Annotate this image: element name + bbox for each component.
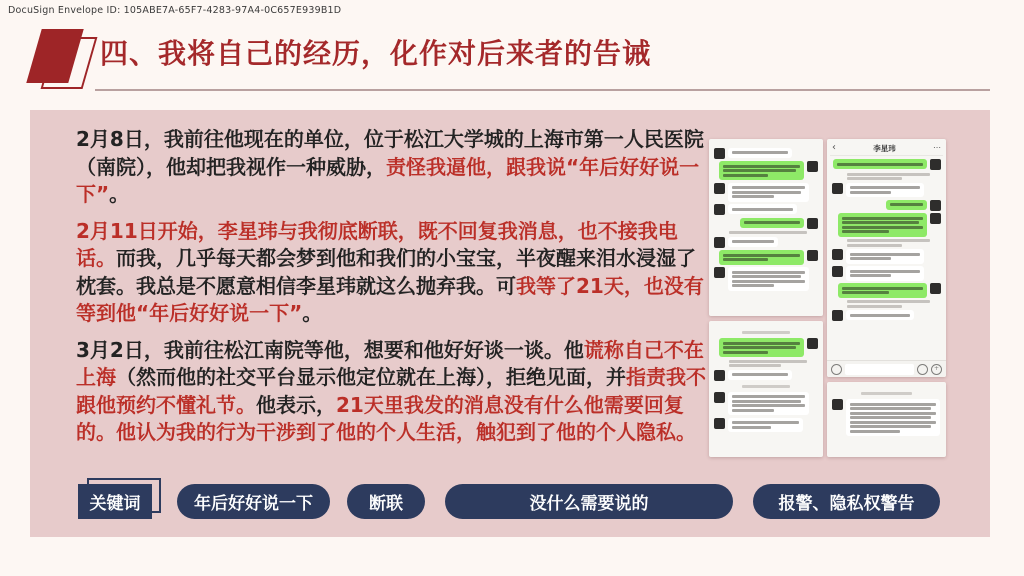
system-note [729, 231, 816, 234]
chat-message-row [832, 200, 941, 211]
keyword-pill: 报警、隐私权警告 [753, 484, 940, 519]
avatar [832, 249, 843, 260]
text-segment-dark: 他表示， [256, 392, 336, 417]
chat-bubble [728, 418, 803, 433]
message-text-line [850, 270, 920, 273]
message-text-line [732, 151, 788, 154]
note-line [847, 244, 902, 247]
chat-bubble [728, 267, 809, 291]
text-segment-dark: （然而他的社交平台显示他定位就在上海），拒绝见面，并 [116, 365, 626, 389]
chat-bubble [719, 250, 804, 265]
keyword-pill: 断联 [347, 484, 425, 519]
message-text-line [723, 254, 800, 257]
message-text-line [850, 253, 920, 256]
chat-message-row [714, 218, 818, 229]
text-segment-red: 谎称自己不在上海 [76, 337, 704, 389]
message-text-line [850, 314, 910, 317]
paragraph [76, 337, 706, 447]
chat-bubble [728, 392, 809, 416]
message-text-line [732, 195, 774, 198]
text-segment-dark: 而我，几乎每天都会梦到他和我们的小宝宝，半夜醒来泪水浸湿了枕套。我总是不愿意相信李星玮就这么抛弃我。可 [76, 246, 696, 298]
chat-screenshot [709, 139, 823, 316]
chat-bubble [728, 370, 792, 380]
chat-message-row [832, 183, 941, 198]
avatar [832, 183, 843, 194]
message-text-line [744, 221, 800, 224]
message-text-line [842, 217, 923, 220]
message-text-line [842, 226, 923, 229]
message-text-line [842, 287, 923, 290]
chat-bubble [838, 283, 927, 298]
voice-icon [831, 364, 842, 375]
chat-message-row [832, 266, 941, 281]
message-text-line [850, 430, 900, 433]
avatar [807, 218, 818, 229]
text-segment-red: 责怪我逼他，跟我说“年后好好说一下” [76, 154, 700, 206]
chat-bubble [728, 237, 778, 247]
text-segment-dark: 3月2日，我前往松江南院等他，想要和他好好谈一谈。他 [76, 337, 584, 362]
chat-message-row [714, 183, 818, 202]
more-icon: ⋯ [933, 143, 941, 152]
avatar [714, 204, 725, 215]
chat-bubble [838, 213, 927, 237]
title-underline [95, 89, 990, 91]
text-segment-dark: 。 [109, 182, 130, 206]
message-text-line [723, 346, 796, 349]
text-segment-dark: 2月8日，我前往他现在的单位，位于松江大学城的上海市第一人民医院（南院），他却把我视作一种威胁， [76, 127, 704, 179]
chat-bubble [886, 200, 927, 210]
text-segment-red: 21天里我发的消息没有什么他需要回复的。他认为我的行为干涉到了他的个人生活，触犯到了他的个人隐私。 [76, 392, 696, 444]
message-text-line [732, 404, 805, 407]
avatar [807, 250, 818, 261]
chat-message-row [832, 159, 941, 170]
chat-message-row [714, 370, 818, 381]
avatar [714, 370, 725, 381]
note-line [729, 231, 807, 234]
chat-message-row [832, 213, 941, 237]
chat-message-row [714, 392, 818, 416]
chat-input-bar [827, 360, 946, 377]
message-text-line [723, 169, 796, 172]
system-note [847, 239, 939, 247]
avatar [832, 266, 843, 277]
avatar [930, 283, 941, 294]
chat-bubble [728, 183, 809, 202]
chat-screenshot [827, 382, 946, 457]
avatar [714, 148, 725, 159]
chat-contact-name: 李星玮 [873, 143, 896, 153]
chat-bubble [728, 148, 792, 158]
note-line [847, 300, 930, 303]
message-text-line [732, 284, 774, 287]
chat-message-row [832, 283, 941, 298]
message-text-line [723, 351, 768, 354]
note-line [847, 239, 930, 242]
avatar [714, 267, 725, 278]
avatar [714, 392, 725, 403]
message-text-line [842, 291, 889, 294]
avatar [714, 237, 725, 248]
page-title: 四、我将自己的经历，化作对后来者的告诫 [100, 37, 652, 70]
chat-message-row [832, 399, 941, 436]
chat-bubble [740, 218, 804, 228]
chat-bubble [719, 161, 804, 180]
chat-messages [832, 159, 941, 321]
message-text-line [732, 186, 805, 189]
chat-message-row [714, 250, 818, 265]
timestamp [742, 331, 790, 334]
message-text-line [837, 163, 923, 166]
chat-message-row [714, 338, 818, 357]
message-text-line [732, 395, 805, 398]
plus-icon: + [931, 364, 942, 375]
message-text-line [850, 416, 931, 419]
message-text-line [723, 165, 800, 168]
message-text-line [850, 407, 931, 410]
chat-bubble [846, 266, 924, 281]
chat-messages [832, 392, 941, 436]
chat-bubble [719, 338, 804, 357]
system-note [729, 360, 816, 368]
system-note [847, 173, 939, 181]
emoji-icon [917, 364, 928, 375]
chat-bubble [846, 399, 940, 436]
avatar [930, 213, 941, 224]
message-text-line [850, 274, 891, 277]
body-text [76, 126, 706, 456]
message-text-line [732, 373, 788, 376]
keyword-pill: 没什么需要说的 [445, 484, 733, 519]
chat-message-row [714, 161, 818, 180]
text-segment-dark: 。 [302, 301, 323, 325]
system-note [847, 300, 939, 308]
message-text-line [732, 271, 805, 274]
message-text-line [842, 230, 889, 233]
message-text-line [732, 426, 771, 429]
note-line [847, 173, 930, 176]
back-icon: ‹ [832, 142, 836, 153]
message-text-line [732, 280, 805, 283]
message-text-line [890, 203, 923, 206]
avatar [714, 418, 725, 429]
avatar [832, 310, 843, 321]
text-segment-red: 指责我不跟他预约不懂礼节。 [76, 365, 706, 417]
message-input [845, 364, 914, 375]
note-line [847, 305, 902, 308]
avatar [930, 200, 941, 211]
message-text-line [850, 421, 936, 424]
message-text-line [850, 191, 891, 194]
chat-screenshot [827, 139, 946, 377]
chat-header [830, 141, 943, 156]
chat-bubble [833, 159, 927, 169]
chat-message-row [832, 249, 941, 264]
chat-message-row [714, 237, 818, 248]
paragraph [76, 126, 706, 209]
avatar [714, 183, 725, 194]
chat-message-row [714, 418, 818, 433]
note-line [729, 364, 781, 367]
message-text-line [732, 208, 793, 211]
message-text-line [732, 240, 774, 243]
chat-message-row [714, 148, 818, 159]
timestamp [861, 392, 911, 395]
text-segment-red: 2月11日开始，李星玮与我彻底断联，既不回复我消息，也不接我电话。 [76, 218, 678, 270]
message-text-line [732, 409, 774, 412]
avatar [832, 399, 843, 410]
message-text-line [732, 400, 801, 403]
chat-screenshot [709, 321, 823, 457]
message-text-line [723, 258, 768, 261]
avatar [807, 338, 818, 349]
note-line [847, 177, 902, 180]
message-text-line [732, 275, 801, 278]
text-segment-red: 我等了21天，也没有等到他“年后好好说一下” [76, 273, 704, 325]
chat-message-row [714, 267, 818, 291]
note-line [729, 360, 807, 363]
timestamp [742, 385, 790, 388]
message-text-line [850, 186, 920, 189]
message-text-line [723, 174, 768, 177]
keyword-label-button: 关键词 [78, 484, 152, 519]
message-text-line [842, 221, 919, 224]
docusign-envelope-id: DocuSign Envelope ID: 105ABE7A-65F7-4283-97A4-0C657E939B1D [8, 5, 342, 16]
chat-bubble [846, 249, 924, 264]
message-text-line [732, 421, 799, 424]
chat-messages [714, 331, 818, 432]
message-text-line [850, 412, 936, 415]
chat-message-row [714, 204, 818, 215]
keyword-pill: 年后好好说一下 [177, 484, 330, 519]
chat-bubble [846, 183, 924, 198]
avatar [807, 161, 818, 172]
chat-messages [714, 148, 818, 291]
paragraph [76, 218, 706, 328]
chat-bubble [728, 204, 797, 214]
message-text-line [850, 257, 891, 260]
message-text-line [850, 425, 931, 428]
message-text-line [723, 342, 800, 345]
message-text-line [732, 191, 801, 194]
avatar [930, 159, 941, 170]
chat-bubble [846, 310, 914, 320]
message-text-line [850, 403, 936, 406]
chat-message-row [832, 310, 941, 321]
red-book-icon [30, 27, 96, 93]
